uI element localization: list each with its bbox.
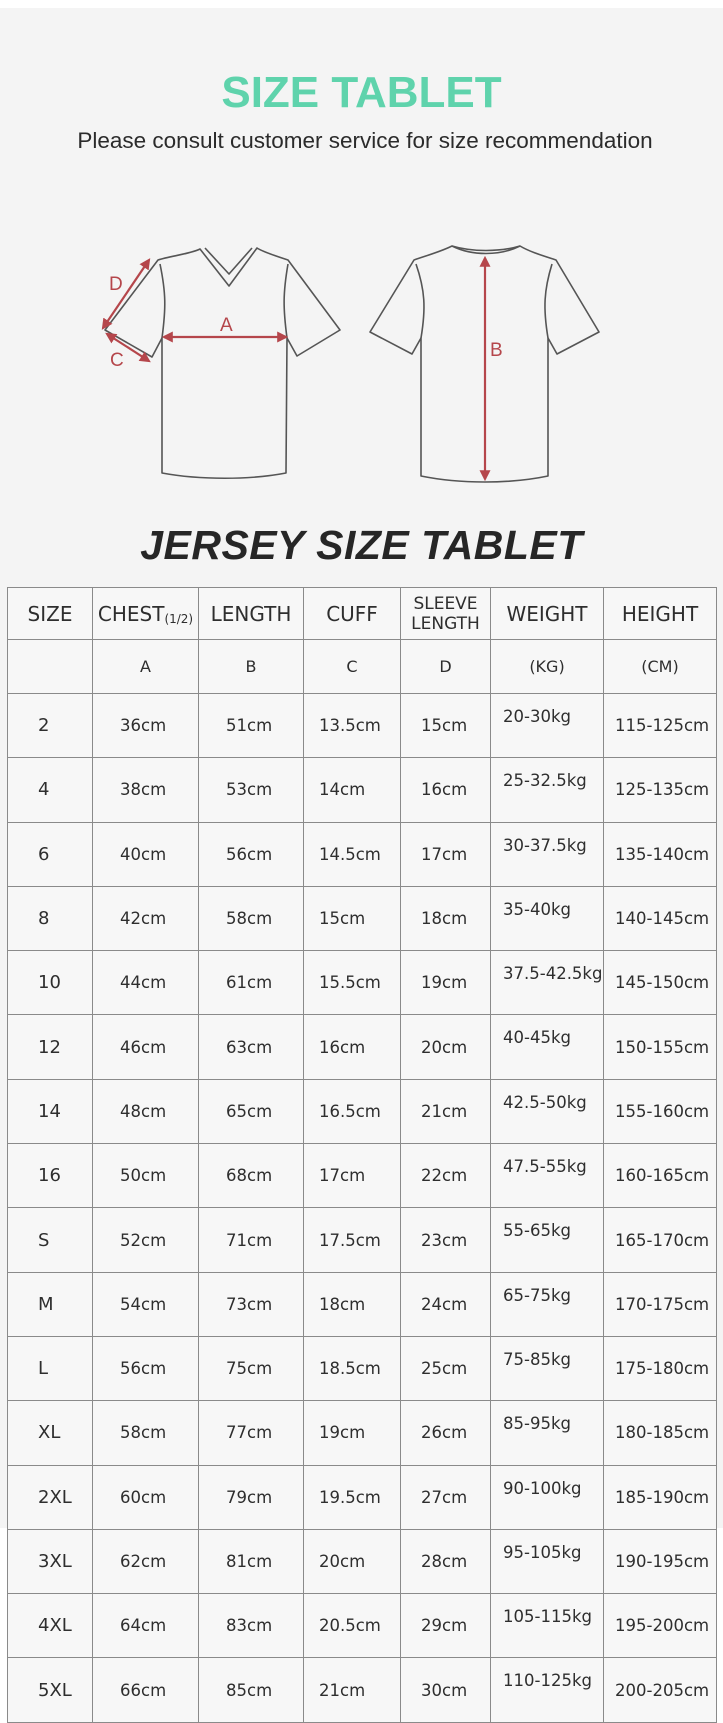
weight-cell: 90-100kg — [491, 1465, 604, 1529]
table-row — [8, 1594, 717, 1658]
chest-cell: 54cm — [93, 1272, 199, 1336]
height-cell: 135-140cm — [604, 822, 717, 886]
size-cell: 6 — [8, 822, 93, 886]
height-cell: 170-175cm — [604, 1272, 717, 1336]
cuff-cell: 15.5cm — [304, 951, 401, 1015]
length-cell: 68cm — [199, 1144, 304, 1208]
size-cell: S — [8, 1208, 93, 1272]
length-cell: 63cm — [199, 1015, 304, 1079]
height-cell: 190-195cm — [604, 1529, 717, 1593]
label-c: C — [110, 350, 124, 371]
chest-cell: 44cm — [93, 951, 199, 1015]
table-row — [8, 1015, 717, 1079]
size-cell: 4 — [8, 758, 93, 822]
col-header-weight: WEIGHT — [491, 588, 604, 640]
chest-cell: 62cm — [93, 1529, 199, 1593]
table-row — [8, 951, 717, 1015]
chest-cell: 38cm — [93, 758, 199, 822]
chest-cell: 52cm — [93, 1208, 199, 1272]
chest-cell: 58cm — [93, 1401, 199, 1465]
letter-cell — [8, 640, 93, 694]
weight-cell: 65-75kg — [491, 1272, 604, 1336]
chest-cell: 60cm — [93, 1465, 199, 1529]
length-cell: 56cm — [199, 822, 304, 886]
cuff-cell: 15cm — [304, 886, 401, 950]
sleeve-length-cell: 27cm — [401, 1465, 491, 1529]
chest-cell: 48cm — [93, 1079, 199, 1143]
height-cell: 145-150cm — [604, 951, 717, 1015]
weight-cell: 75-85kg — [491, 1336, 604, 1400]
size-cell: 3XL — [8, 1529, 93, 1593]
label-a: A — [220, 315, 233, 336]
length-cell: 71cm — [199, 1208, 304, 1272]
size-cell: XL — [8, 1401, 93, 1465]
sleeve-length-cell: 22cm — [401, 1144, 491, 1208]
cuff-cell: 19.5cm — [304, 1465, 401, 1529]
weight-cell: 30-37.5kg — [491, 822, 604, 886]
sleeve-length-cell: 30cm — [401, 1658, 491, 1722]
table-row — [8, 694, 717, 758]
sleeve-length-cell: 17cm — [401, 822, 491, 886]
height-cell: 200-205cm — [604, 1658, 717, 1722]
label-d: D — [109, 274, 123, 295]
length-cell: 53cm — [199, 758, 304, 822]
table-row — [8, 1144, 717, 1208]
table-row — [8, 1529, 717, 1593]
length-cell: 85cm — [199, 1658, 304, 1722]
col-header-sleeve-line2: LENGTH — [411, 613, 480, 634]
height-cell: 155-160cm — [604, 1079, 717, 1143]
cuff-cell: 17cm — [304, 1144, 401, 1208]
weight-cell: 47.5-55kg — [491, 1144, 604, 1208]
length-cell: 81cm — [199, 1529, 304, 1593]
sleeve-length-cell: 16cm — [401, 758, 491, 822]
sleeve-length-cell: 23cm — [401, 1208, 491, 1272]
letter-cell: (CM) — [604, 640, 717, 694]
table-row — [8, 1336, 717, 1400]
size-cell: 5XL — [8, 1658, 93, 1722]
weight-cell: 25-32.5kg — [491, 758, 604, 822]
weight-cell: 40-45kg — [491, 1015, 604, 1079]
measurement-arrows — [103, 258, 485, 479]
cuff-cell: 13.5cm — [304, 694, 401, 758]
sleeve-length-cell: 18cm — [401, 886, 491, 950]
letter-cell: C — [304, 640, 401, 694]
table-row — [8, 1079, 717, 1143]
height-cell: 165-170cm — [604, 1208, 717, 1272]
cuff-cell: 17.5cm — [304, 1208, 401, 1272]
col-header-size: SIZE — [8, 588, 93, 640]
height-cell: 150-155cm — [604, 1015, 717, 1079]
col-header-chest-sub: (1/2) — [164, 611, 194, 626]
sleeve-length-cell: 15cm — [401, 694, 491, 758]
chest-cell: 42cm — [93, 886, 199, 950]
page-title: SIZE TABLET — [221, 68, 502, 117]
table-row — [8, 1272, 717, 1336]
sleeve-length-cell: 19cm — [401, 951, 491, 1015]
chest-cell: 36cm — [93, 694, 199, 758]
cuff-cell: 21cm — [304, 1658, 401, 1722]
sleeve-length-cell: 24cm — [401, 1272, 491, 1336]
weight-cell: 110-125kg — [491, 1658, 604, 1722]
col-header-length: LENGTH — [199, 588, 304, 640]
sleeve-length-cell: 25cm — [401, 1336, 491, 1400]
size-cell: 8 — [8, 886, 93, 950]
table-row — [8, 1401, 717, 1465]
cuff-cell: 14.5cm — [304, 822, 401, 886]
chest-cell: 46cm — [93, 1015, 199, 1079]
size-chart-sheet — [0, 8, 723, 1701]
table-header-row — [8, 588, 717, 640]
size-cell: 4XL — [8, 1594, 93, 1658]
cuff-cell: 16cm — [304, 1015, 401, 1079]
height-cell: 180-185cm — [604, 1401, 717, 1465]
sleeve-length-cell: 28cm — [401, 1529, 491, 1593]
measurement-letter-row — [8, 640, 717, 694]
chest-cell: 50cm — [93, 1144, 199, 1208]
weight-cell: 55-65kg — [491, 1208, 604, 1272]
chest-cell: 56cm — [93, 1336, 199, 1400]
col-header-cuff: CUFF — [304, 588, 401, 640]
weight-cell: 35-40kg — [491, 886, 604, 950]
cuff-cell: 19cm — [304, 1401, 401, 1465]
letter-cell: A — [93, 640, 199, 694]
length-cell: 65cm — [199, 1079, 304, 1143]
size-cell: 14 — [8, 1079, 93, 1143]
length-cell: 77cm — [199, 1401, 304, 1465]
sleeve-length-cell: 29cm — [401, 1594, 491, 1658]
sleeve-length-cell: 26cm — [401, 1401, 491, 1465]
cuff-cell: 20.5cm — [304, 1594, 401, 1658]
page-subtitle: Please consult customer service for size recommendation — [77, 128, 653, 153]
jersey-measurement-diagram — [0, 236, 723, 496]
col-header-height: HEIGHT — [604, 588, 717, 640]
col-header-sleeve-length — [401, 588, 491, 640]
label-b: B — [490, 340, 503, 361]
sleeve-length-cell: 20cm — [401, 1015, 491, 1079]
height-cell: 195-200cm — [604, 1594, 717, 1658]
col-header-sleeve-line1: SLEEVE — [413, 593, 478, 614]
length-cell: 61cm — [199, 951, 304, 1015]
weight-cell: 42.5-50kg — [491, 1079, 604, 1143]
col-header-chest-label: CHEST — [97, 601, 165, 626]
size-cell: 10 — [8, 951, 93, 1015]
table-row — [8, 886, 717, 950]
length-cell: 79cm — [199, 1465, 304, 1529]
cuff-cell: 14cm — [304, 758, 401, 822]
height-cell: 185-190cm — [604, 1465, 717, 1529]
size-cell: L — [8, 1336, 93, 1400]
length-cell: 58cm — [199, 886, 304, 950]
weight-cell: 95-105kg — [491, 1529, 604, 1593]
table-row — [8, 822, 717, 886]
cuff-cell: 20cm — [304, 1529, 401, 1593]
length-cell: 75cm — [199, 1336, 304, 1400]
cuff-cell: 16.5cm — [304, 1079, 401, 1143]
height-cell: 175-180cm — [604, 1336, 717, 1400]
weight-cell: 105-115kg — [491, 1594, 604, 1658]
letter-cell: B — [199, 640, 304, 694]
letter-cell: (KG) — [491, 640, 604, 694]
height-cell: 125-135cm — [604, 758, 717, 822]
size-cell: M — [8, 1272, 93, 1336]
cuff-cell: 18.5cm — [304, 1336, 401, 1400]
length-cell: 73cm — [199, 1272, 304, 1336]
chest-cell: 40cm — [93, 822, 199, 886]
weight-cell: 85-95kg — [491, 1401, 604, 1465]
table-row — [8, 1465, 717, 1529]
height-cell: 115-125cm — [604, 694, 717, 758]
length-cell: 51cm — [199, 694, 304, 758]
chest-cell: 66cm — [93, 1658, 199, 1722]
size-cell: 2XL — [8, 1465, 93, 1529]
chest-cell: 64cm — [93, 1594, 199, 1658]
height-cell: 160-165cm — [604, 1144, 717, 1208]
table-row — [8, 1208, 717, 1272]
front-jersey-outline — [105, 248, 340, 478]
sleeve-length-cell: 21cm — [401, 1079, 491, 1143]
size-cell: 2 — [8, 694, 93, 758]
size-cell: 16 — [8, 1144, 93, 1208]
table-row — [8, 758, 717, 822]
col-header-chest — [93, 588, 199, 640]
size-table — [7, 587, 717, 1723]
weight-cell: 20-30kg — [491, 694, 604, 758]
table-title: JERSEY SIZE TABLET — [140, 522, 583, 568]
cuff-cell: 18cm — [304, 1272, 401, 1336]
table-row — [8, 1658, 717, 1722]
size-cell: 12 — [8, 1015, 93, 1079]
length-cell: 83cm — [199, 1594, 304, 1658]
weight-cell: 37.5-42.5kg — [491, 951, 604, 1015]
height-cell: 140-145cm — [604, 886, 717, 950]
letter-cell: D — [401, 640, 491, 694]
